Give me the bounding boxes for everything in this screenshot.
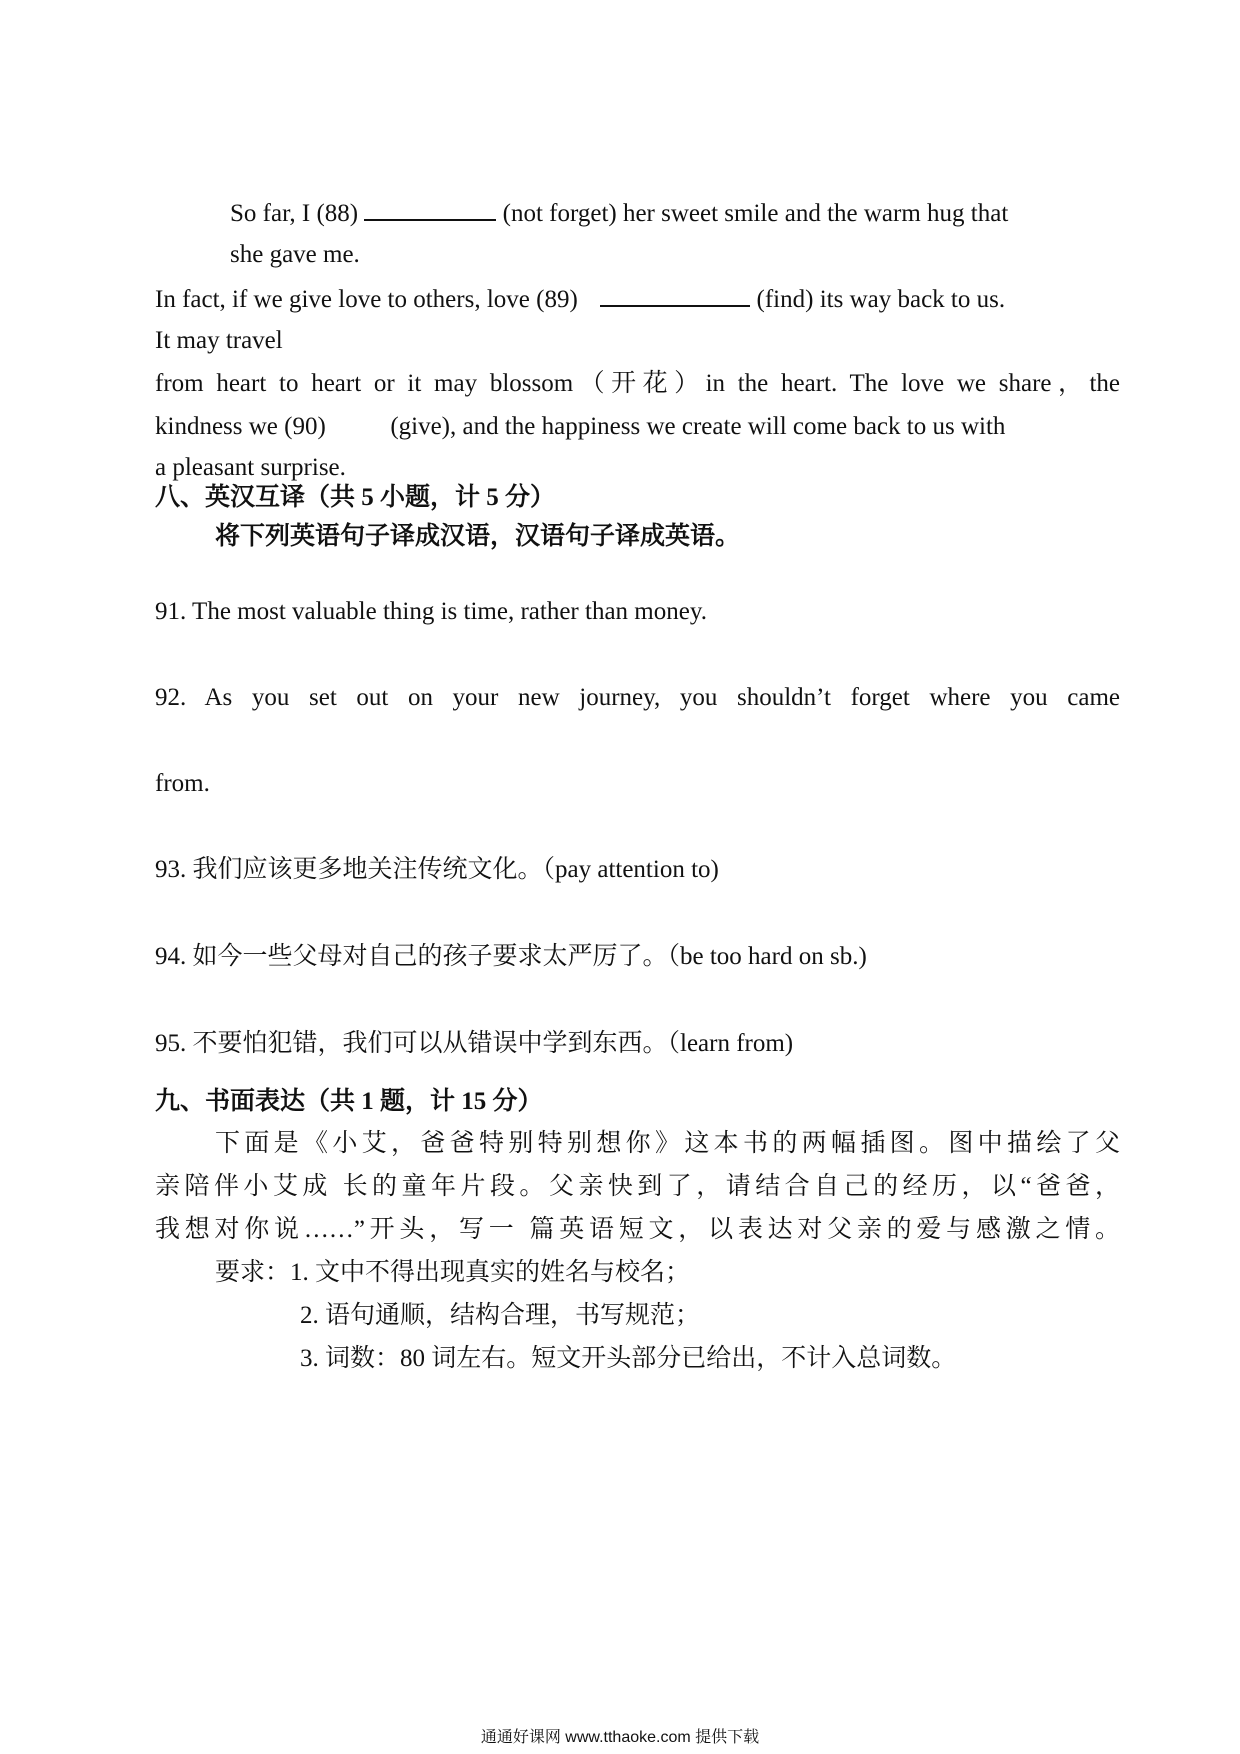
passage-line-6-end: (give), and the happiness we create will come back to us with <box>390 413 1006 440</box>
passage-line-6-start: kindness we (90) <box>155 413 326 440</box>
passage-line-1-start: So far, I (88) <box>230 200 359 227</box>
question-92-line-2: from. <box>155 770 210 797</box>
passage-line-6 <box>155 410 1005 444</box>
passage-line-3-end: (find) its way back to us. <box>756 286 1006 313</box>
passage-line-1 <box>230 195 1008 231</box>
passage-line-2: she gave me. <box>230 241 360 268</box>
page-footer: 通通好课网 www.tthaoke.com 提供下载 <box>480 1729 760 1746</box>
requirement-1: 要求：1. 文中不得出现真实的姓名与校名； <box>215 1259 691 1286</box>
passage-line-3-start: In fact, if we give love to others, love (89) <box>155 286 578 313</box>
section-9-paragraph-line-3: 我想对你说……”开头，写一 篇英语短文，以表达对父亲的爱与感激之情。 <box>155 1216 1120 1243</box>
passage-line-7: a pleasant surprise. <box>155 454 346 481</box>
passage-line-4: It may travel <box>155 327 283 354</box>
question-94: 94. 如今一些父母对自己的孩子要求太严厉了。（be too hard on sb.) <box>155 943 867 970</box>
section-8-heading: 八、英汉互译（共 5 小题，计 5 分） <box>155 484 556 511</box>
section-9-paragraph-line-1: 下面是《小艾，爸爸特别特别想你》这本书的两幅插图。图中描绘了父 <box>215 1130 1120 1157</box>
section-9-heading: 九、书面表达（共 1 题，计 15 分） <box>155 1088 543 1115</box>
question-93: 93. 我们应该更多地关注传统文化。（pay attention to) <box>155 856 719 883</box>
blank-89[interactable] <box>600 281 750 307</box>
section-8-instruction: 将下列英语句子译成汉语，汉语句子译成英语。 <box>215 523 741 550</box>
question-95: 95. 不要怕犯错，我们可以从错误中学到东西。（learn from) <box>155 1030 794 1057</box>
passage-line-1-end: (not forget) her sweet smile and the warm hug that <box>502 200 1009 227</box>
passage-line-5: from heart to heart or it may blossom（开花）in the heart. The love we share，the <box>155 370 1120 397</box>
passage-line-3 <box>155 281 1005 317</box>
question-92-line-1: 92. As you set out on your new journey, you shouldn’t forget where you came <box>155 684 1120 711</box>
requirement-3: 3. 词数：80 词左右。短文开头部分已给出，不计入总词数。 <box>300 1345 957 1372</box>
blank-88[interactable] <box>364 195 496 221</box>
section-9-paragraph-line-2: 亲陪伴小艾成 长的童年片段。父亲快到了，请结合自己的经历，以“爸爸， <box>155 1173 1120 1200</box>
requirement-2: 2. 语句通顺，结构合理，书写规范； <box>300 1302 701 1329</box>
question-91: 91. The most valuable thing is time, rather than money. <box>155 598 707 625</box>
